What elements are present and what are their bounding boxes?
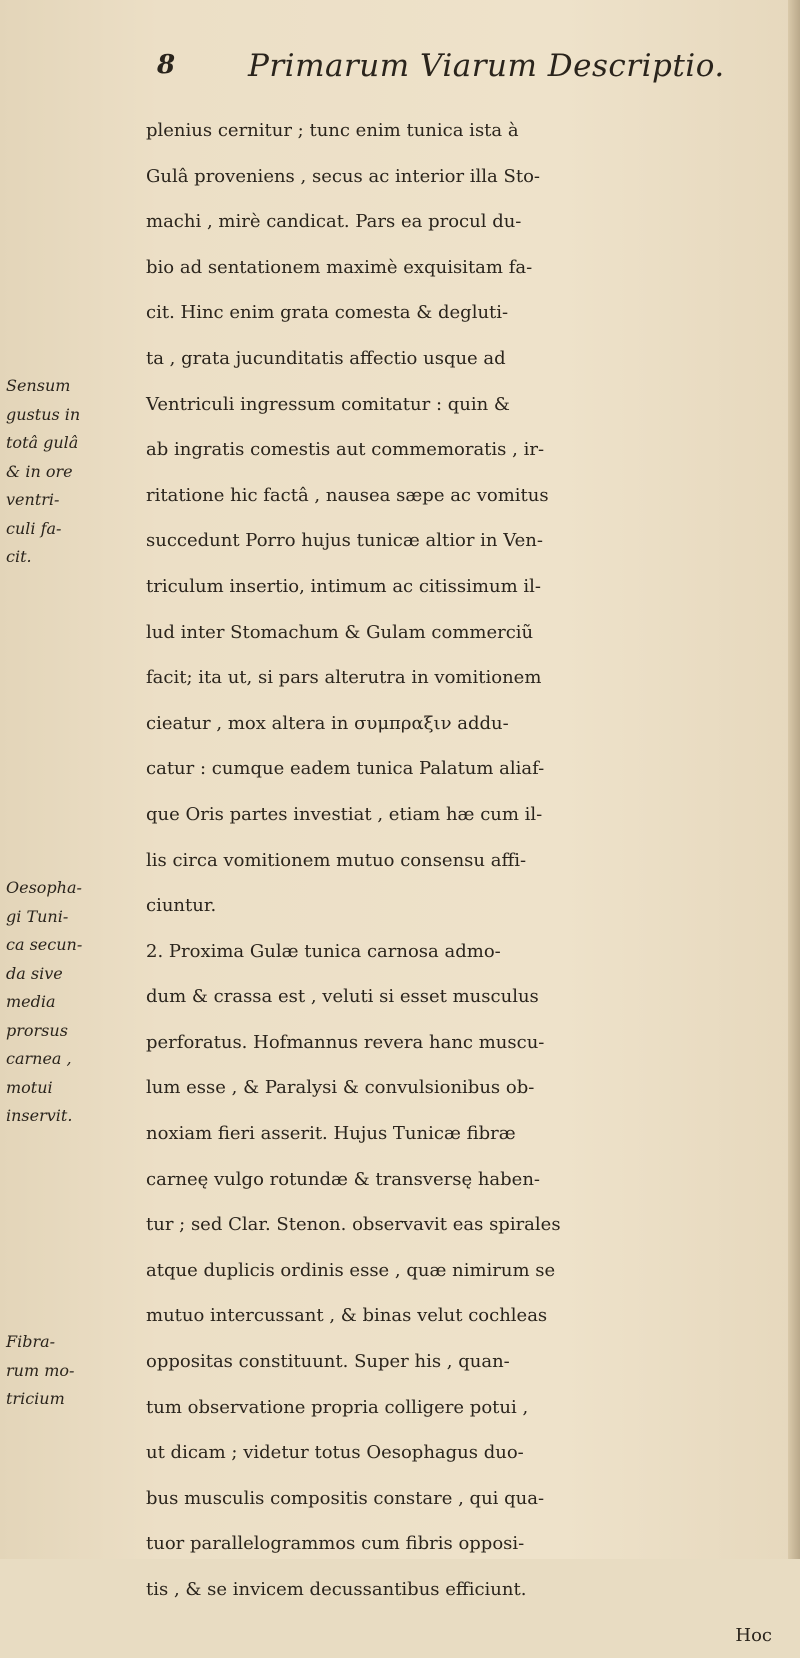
margin-note-line: & in ore xyxy=(6,461,73,481)
text-line: catur : cumque eadem tunica Palatum aliaf- xyxy=(146,758,545,780)
text-line: perforatus. Hofmannus revera hanc muscu- xyxy=(146,1031,545,1053)
text-line: tis , & se invicem decussantibus efficiunt. xyxy=(146,1579,527,1600)
text-line: cieatur , mox altera in συμπραξιν addu- xyxy=(146,712,509,734)
text-line: oppositas constituunt. Super his , quan- xyxy=(146,1351,510,1373)
margin-note-line: culi fa- xyxy=(6,518,62,538)
text-line: ritatione hic factâ , nausea sæpe ac vomitus xyxy=(146,484,549,506)
text-line: atque duplicis ordinis esse , quæ nimirum se xyxy=(146,1259,556,1281)
text-line: ab ingratis comestis aut commemoratis , ir- xyxy=(146,439,545,461)
text-line: cit. Hinc enim grata comesta & degluti- xyxy=(146,302,509,324)
margin-note-gustus xyxy=(6,372,80,572)
page-header xyxy=(0,42,800,102)
text-line: machi , mirè candicat. Pars ea procul du- xyxy=(146,211,522,233)
margin-note-line: inservit. xyxy=(6,1106,73,1125)
margin-note-line: tricium xyxy=(6,1389,65,1408)
margin-note-line: cit. xyxy=(6,547,32,566)
text-line: lum esse , & Paralysi & convulsionibus ob- xyxy=(146,1077,535,1099)
margin-note-line: Fibra- xyxy=(6,1332,56,1351)
text-line: lud inter Stomachum & Gulam commerciũ xyxy=(146,621,534,643)
margin-note-line: gi Tuni- xyxy=(6,906,69,926)
margin-note-line: rum mo- xyxy=(6,1360,75,1380)
text-line: Hoc xyxy=(735,1624,772,1646)
margin-note-line: Oesopha- xyxy=(6,878,82,897)
text-line: succedunt Porro hujus tunicæ altior in Ven- xyxy=(146,530,543,552)
text-line: tur ; sed Clar. Stenon. observavit eas spirales xyxy=(146,1214,561,1236)
margin-note-line: prorsus xyxy=(6,1020,68,1040)
text-line: bus musculis compositis constare , qui qua- xyxy=(146,1487,545,1509)
text-line: mutuo intercussant , & binas velut cochleas xyxy=(146,1305,548,1327)
text-line: Ventriculi ingressum comitatur : quin & xyxy=(146,393,510,415)
running-title: Primarum Viarum Descriptio. xyxy=(248,48,725,84)
margin-note-line: carnea , xyxy=(6,1049,72,1068)
margin-note-line: Sensum xyxy=(6,376,71,395)
margin-note-line: ventri- xyxy=(6,490,60,509)
text-line: lis circa vomitionem mutuo consensu affi- xyxy=(146,849,527,871)
text-line: plenius cernitur ; tunc enim tunica ista à xyxy=(146,120,519,141)
margin-note-line: gustus in xyxy=(6,404,81,424)
margin-note-line: media xyxy=(6,992,56,1011)
margin-note-line: motui xyxy=(6,1077,53,1097)
text-line: ciuntur. xyxy=(146,895,217,917)
text-line: Gulâ proveniens , secus ac interior illa Sto- xyxy=(146,165,540,187)
page-number: 8 xyxy=(157,50,176,80)
margin-note-fibrarum xyxy=(6,1328,74,1414)
text-line: carneę vulgo rotundæ & transversę haben- xyxy=(146,1168,541,1190)
text-line: ut dicam ; videtur totus Oesophagus duo- xyxy=(146,1442,524,1464)
margin-note-line: da sive xyxy=(6,963,63,983)
page-edge xyxy=(788,0,800,1559)
text-line: tum observatione propria colligere potui , xyxy=(146,1396,529,1418)
text-line: facit; ita ut, si pars alterutra in vomitionem xyxy=(146,667,542,689)
text-line: dum & crassa est , veluti si esset musculus xyxy=(146,986,539,1008)
margin-note-line: ca secun- xyxy=(6,935,83,954)
text-line: que Oris partes investiat , etiam hæ cum il- xyxy=(146,803,543,825)
text-line: noxiam fieri asserit. Hujus Tunicæ fibræ xyxy=(146,1123,516,1145)
margin-note-line: totâ gulâ xyxy=(6,433,79,452)
body-text xyxy=(146,108,786,1658)
text-line: bio ad sentationem maximè exquisitam fa- xyxy=(146,256,533,278)
text-line: triculum insertio, intimum ac citissimum il- xyxy=(146,575,541,597)
text-line: 2. Proxima Gulæ tunica carnosa admo- xyxy=(146,940,501,962)
text-line: ta , grata jucunditatis affectio usque ad xyxy=(146,347,506,369)
margin-note-tunica-media xyxy=(6,874,82,1131)
text-line: tuor parallelogrammos cum fibris opposi- xyxy=(146,1533,525,1555)
